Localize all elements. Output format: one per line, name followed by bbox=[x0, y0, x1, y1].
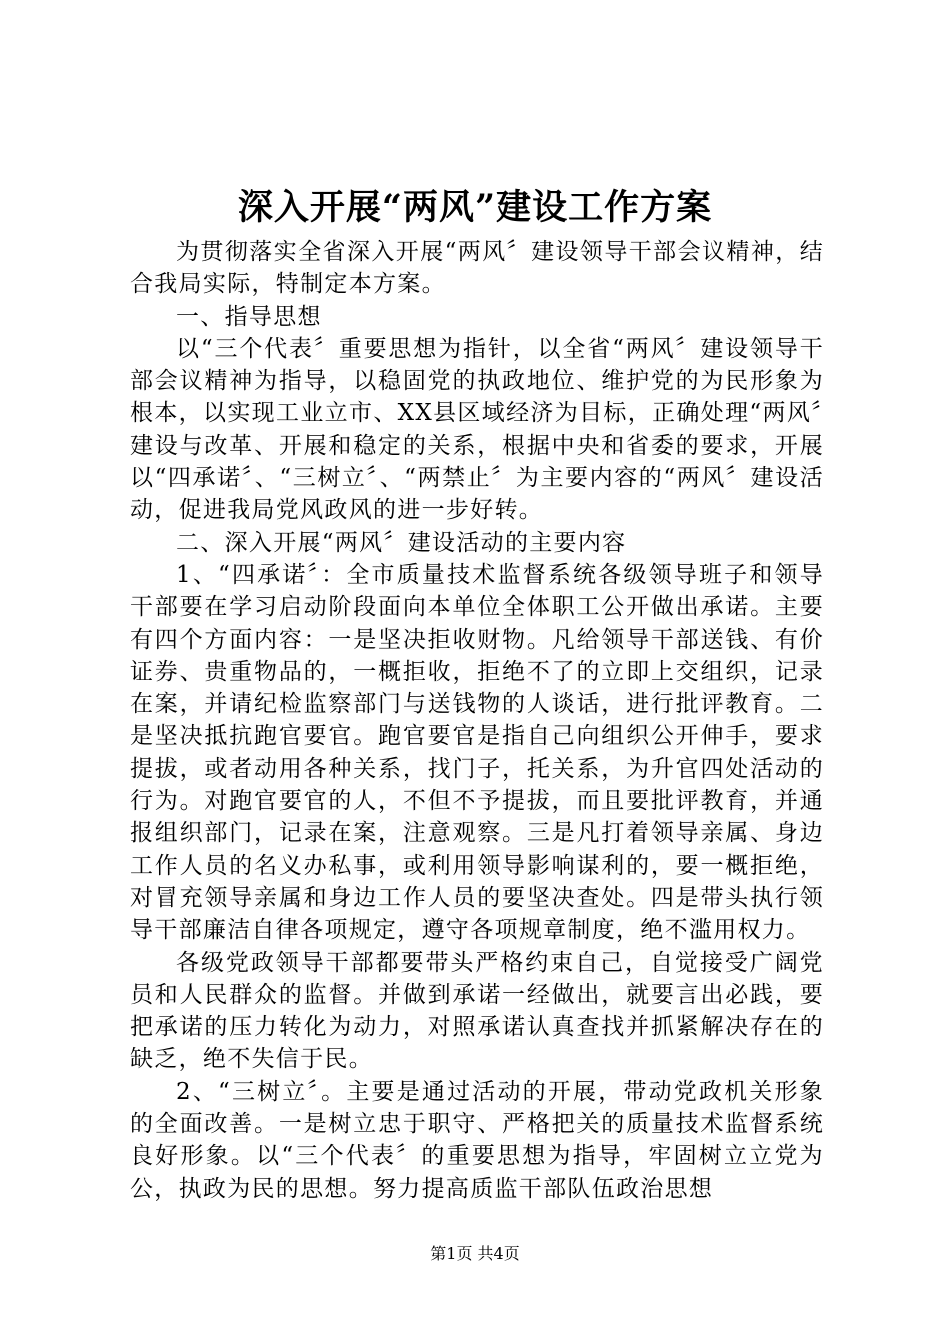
supervision-paragraph: 各级党政领导干部都要带头严格约束自己，自觉接受广阔党员和人民群众的监督。并做到承诺一经做出，就要言出必践，要把承诺的压力转化为动力，对照承诺认真查找并抓紧解决存在的缺乏，绝不失信于民。 bbox=[130, 949, 824, 1073]
document-body bbox=[130, 236, 824, 1205]
four-commitments-paragraph: 1、“四承诺〞：全市质量技术监督系统各级领导班子和领导干部要在学习启动阶段面向本单位全体职工公开做出承诺。主要有四个方面内容：一是坚决拒收财物。凡给领导干部送钱、有价证券、贵重物品的，一概拒收，拒绝不了的立即上交组织，记录在案，并请纪检监察部门与送钱物的人谈话，进行批评教育。二是坚决抵抗跑官要官。跑官要官是指自己向组织公开伸手，要求提拔，或者动用各种关系，找门子，托关系，为升官四处活动的行为。对跑官要官的人，不但不予提拔，而且要批评教育，并通报组织部门，记录在案，注意观察。三是凡打着领导亲属、身边工作人员的名义办私事，或利用领导影响谋利的，要一概拒绝，对冒充领导亲属和身边工作人员的要坚决查处。四是带头执行领导干部廉洁自律各项规定，遵守各项规章制度，绝不滥用权力。 bbox=[130, 561, 824, 944]
document-title: 深入开展“两风”建设工作方案 bbox=[237, 187, 713, 228]
intro-paragraph: 为贯彻落实全省深入开展“两风〞建设领导干部会议精神，结合我局实际，特制定本方案。 bbox=[130, 239, 824, 298]
three-establishments-paragraph: 2、“三树立〞。主要是通过活动的开展，带动党政机关形象的全面改善。一是树立忠于职守、严格把关的质量技术监督系统良好形象。以“三个代表〞的重要思想为指导，牢固树立立党为公，执政为民的思想。努力提高质监干部队伍政治思想 bbox=[130, 1078, 824, 1202]
section-heading-guiding-thought: 一、指导思想 bbox=[176, 303, 322, 330]
guiding-thought-paragraph: 以“三个代表〞重要思想为指针，以全省“两风〞建设领导干部会议精神为指导，以稳固党的执政地位、维护党的为民形象为根本，以实现工业立市、XX县区域经济为目标，正确处理“两风〞建设与改革、开展和稳定的关系，根据中央和省委的要求，开展以“四承诺〞、“三树立〞、“两禁止〞为主要内容的“两风〞建设活动，促进我局党风政风的进一步好转。 bbox=[130, 335, 824, 524]
page-footer: 第1页 共4页 bbox=[430, 1244, 520, 1263]
section-heading-main-content: 二、深入开展“两风〞建设活动的主要内容 bbox=[176, 529, 627, 556]
